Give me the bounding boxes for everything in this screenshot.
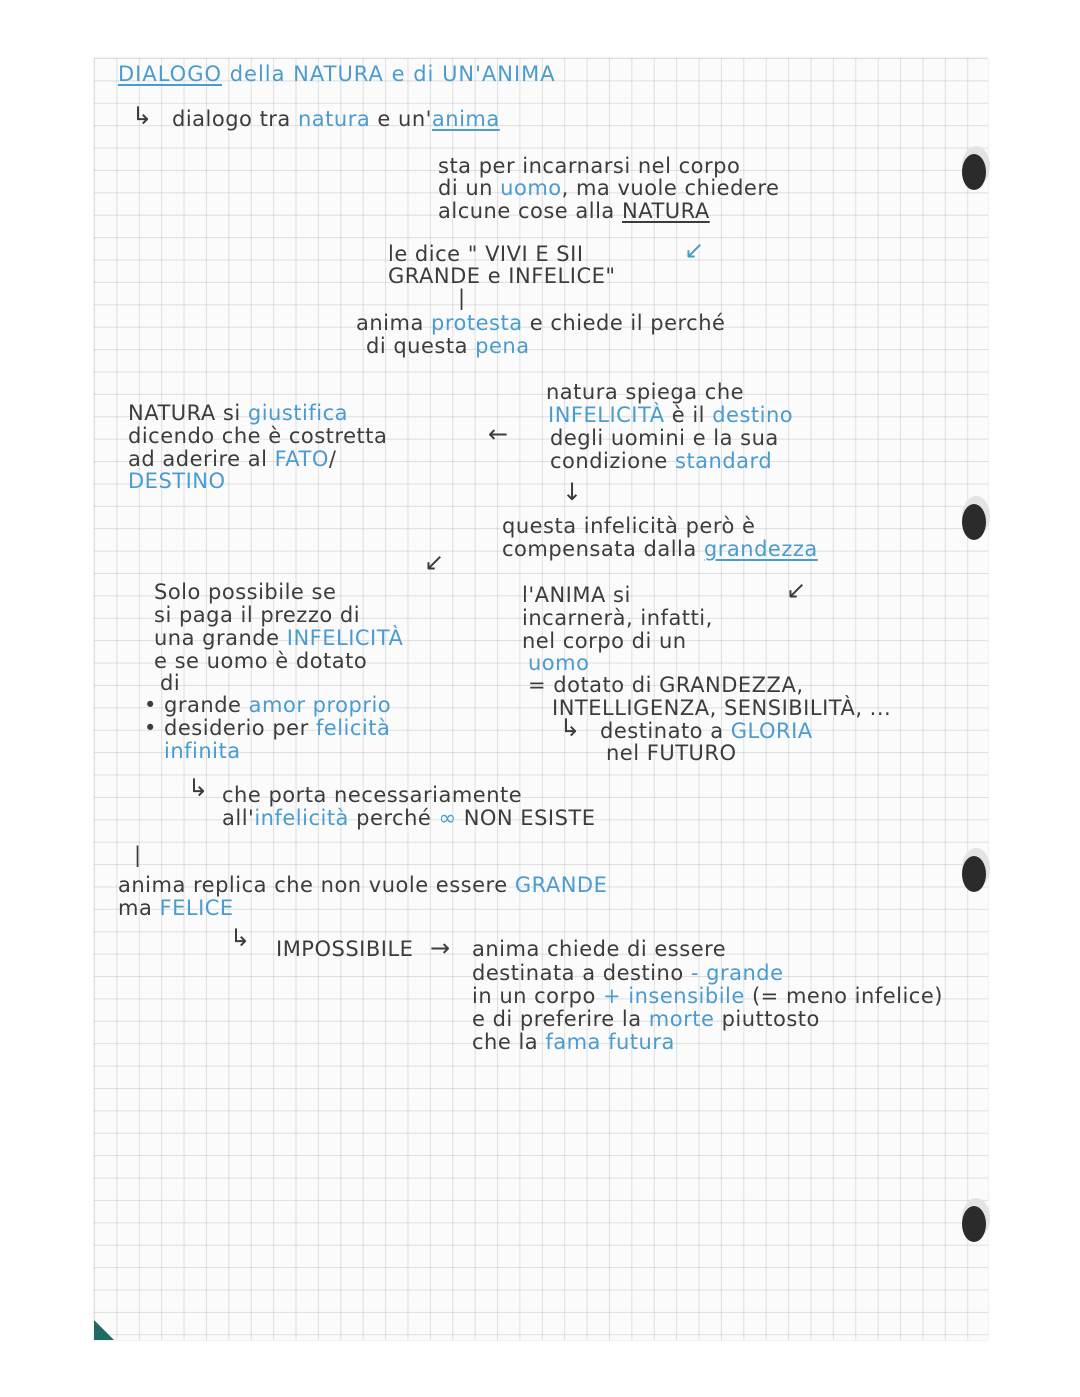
note-line: = dotato di GRANDEZZA, — [528, 673, 804, 697]
hook-arrow-icon: ↳ — [230, 924, 251, 952]
note-line: ma FELICE — [118, 896, 234, 920]
note-line: nel corpo di un — [522, 629, 687, 653]
down-arrow-icon: ↓ — [562, 478, 583, 506]
note-line: in un corpo + insensibile (= meno infelice) — [472, 984, 943, 1008]
note-line: anima chiede di essere — [472, 937, 727, 961]
connector-line: | — [134, 843, 142, 867]
note-line: infinita — [164, 739, 241, 763]
note-line: questa infelicità però è — [502, 514, 756, 538]
note-line: destinata a destino - grande — [472, 961, 784, 985]
hook-arrow-icon: ↳ — [188, 774, 209, 802]
binder-hole — [962, 1206, 986, 1242]
binder-hole — [962, 856, 986, 892]
note-line: destinato a GLORIA — [600, 719, 813, 743]
note-line: alcune cose alla NATURA — [438, 199, 710, 223]
curved-arrow-icon: ↙ — [684, 236, 705, 264]
note-line: condizione standard — [550, 449, 773, 473]
note-line: dicendo che è costretta — [128, 424, 388, 448]
note-line: che porta necessariamente — [222, 783, 523, 807]
note-line: anima replica che non vuole essere GRANDE — [118, 873, 608, 897]
note-line: di — [160, 671, 181, 695]
curved-arrow-icon: ↙ — [424, 548, 445, 576]
note-line: IMPOSSIBILE — [276, 937, 414, 961]
note-line: ad aderire al FATO/ — [128, 447, 337, 471]
note-line: DESTINO — [128, 469, 226, 493]
note-line: • desiderio per felicità — [144, 716, 391, 740]
note-line: anima protesta e chiede il perché — [356, 311, 726, 335]
binder-hole — [962, 154, 986, 190]
note-line: NATURA si giustifica — [128, 401, 349, 425]
right-arrow-icon: → — [430, 934, 451, 962]
note-line: INFELICITÀ è il destino — [548, 403, 794, 427]
page-title: DIALOGO della NATURA e di UN'ANIMA — [118, 62, 556, 86]
curved-arrow-icon: ↙ — [786, 576, 807, 604]
note-line: all'infelicità perché ∞ NON ESISTE — [222, 806, 596, 830]
note-line: una grande INFELICITÀ — [154, 626, 404, 650]
note-line: Solo possibile se — [154, 580, 337, 604]
note-line: l'ANIMA si — [522, 583, 631, 607]
page-corner-mark — [94, 1320, 114, 1340]
connector-line: | — [458, 286, 466, 310]
hook-arrow-icon: ↳ — [560, 714, 581, 742]
note-line: sta per incarnarsi nel corpo — [438, 154, 741, 178]
note-line: natura spiega che — [546, 380, 745, 404]
note-line: si paga il prezzo di — [154, 603, 361, 627]
note-line: GRANDE e INFELICE" — [388, 264, 616, 288]
note-line: incarnerà, infatti, — [522, 606, 713, 630]
note-line: e di preferire la morte piuttosto — [472, 1007, 820, 1031]
note-line: di questa pena — [366, 334, 530, 358]
note-line: degli uomini e la sua — [550, 426, 779, 450]
note-line: di un uomo, ma vuole chiedere — [438, 176, 780, 200]
left-arrow-icon: ← — [488, 420, 509, 448]
note-line: dialogo tra natura e un'anima — [172, 107, 500, 131]
hook-arrow-icon: ↳ — [132, 102, 153, 130]
note-line: uomo — [528, 651, 590, 675]
note-line: • grande amor proprio — [144, 693, 392, 717]
note-line: che la fama futura — [472, 1030, 675, 1054]
note-line: compensata dalla grandezza — [502, 537, 818, 561]
note-line: INTELLIGENZA, SENSIBILITÀ, ... — [552, 696, 892, 720]
binder-hole — [962, 504, 986, 540]
note-line: nel FUTURO — [606, 741, 737, 765]
note-line: e se uomo è dotato — [154, 649, 368, 673]
note-line: le dice " VIVI E SII — [388, 242, 584, 266]
